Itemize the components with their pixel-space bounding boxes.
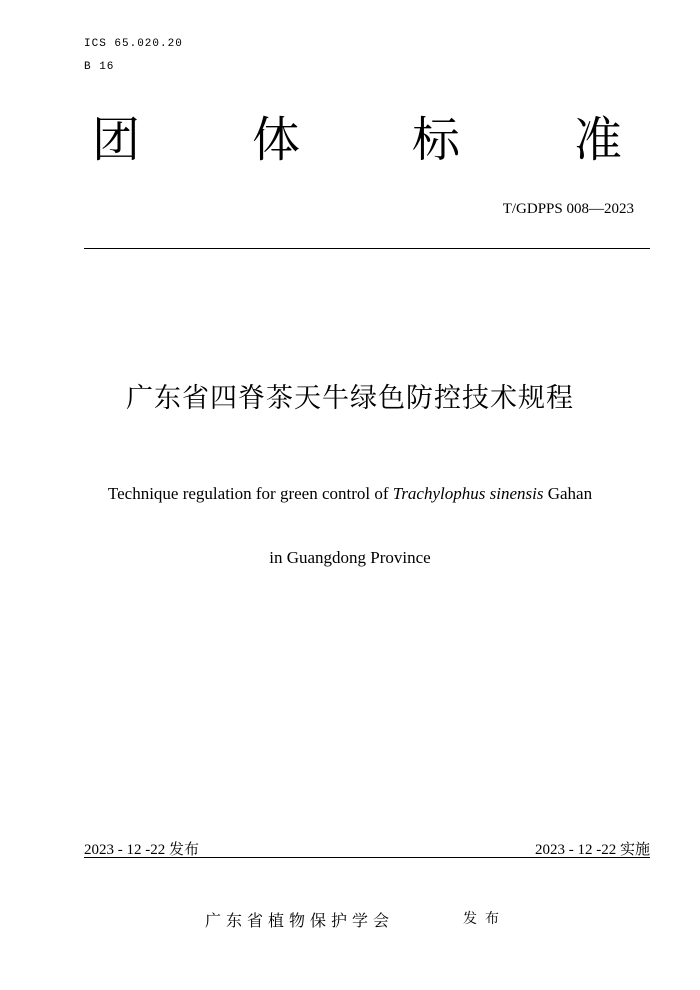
ics-code: ICS 65.020.20 bbox=[84, 38, 183, 50]
standard-type-char-1: 团 bbox=[92, 112, 141, 168]
standard-number: T/GDPPS 008—2023 bbox=[502, 201, 634, 217]
standard-type-char-4: 准 bbox=[574, 112, 623, 168]
ccs-code: B 16 bbox=[84, 61, 115, 73]
english-title-prefix: Technique regulation for green control of bbox=[107, 484, 393, 503]
english-title-line-1 bbox=[0, 484, 700, 504]
publisher-name: 广东省植物保护学会 bbox=[205, 911, 395, 930]
bottom-divider bbox=[84, 857, 650, 858]
english-title-line-2: in Guangdong Province bbox=[269, 548, 431, 567]
chinese-title: 广东省四脊茶天牛绿色防控技术规程 bbox=[126, 383, 574, 414]
standard-type-char-3: 标 bbox=[412, 112, 461, 168]
english-title-suffix: Gahan bbox=[543, 484, 593, 503]
implement-date: 2023 - 12 -22 实施 bbox=[535, 842, 650, 858]
issue-label: 发布 bbox=[463, 911, 507, 927]
top-divider bbox=[84, 248, 650, 249]
standard-type-char-2: 体 bbox=[252, 112, 301, 168]
species-name: Trachylophus sinensis bbox=[392, 484, 544, 503]
publish-date: 2023 - 12 -22 发布 bbox=[84, 842, 199, 858]
